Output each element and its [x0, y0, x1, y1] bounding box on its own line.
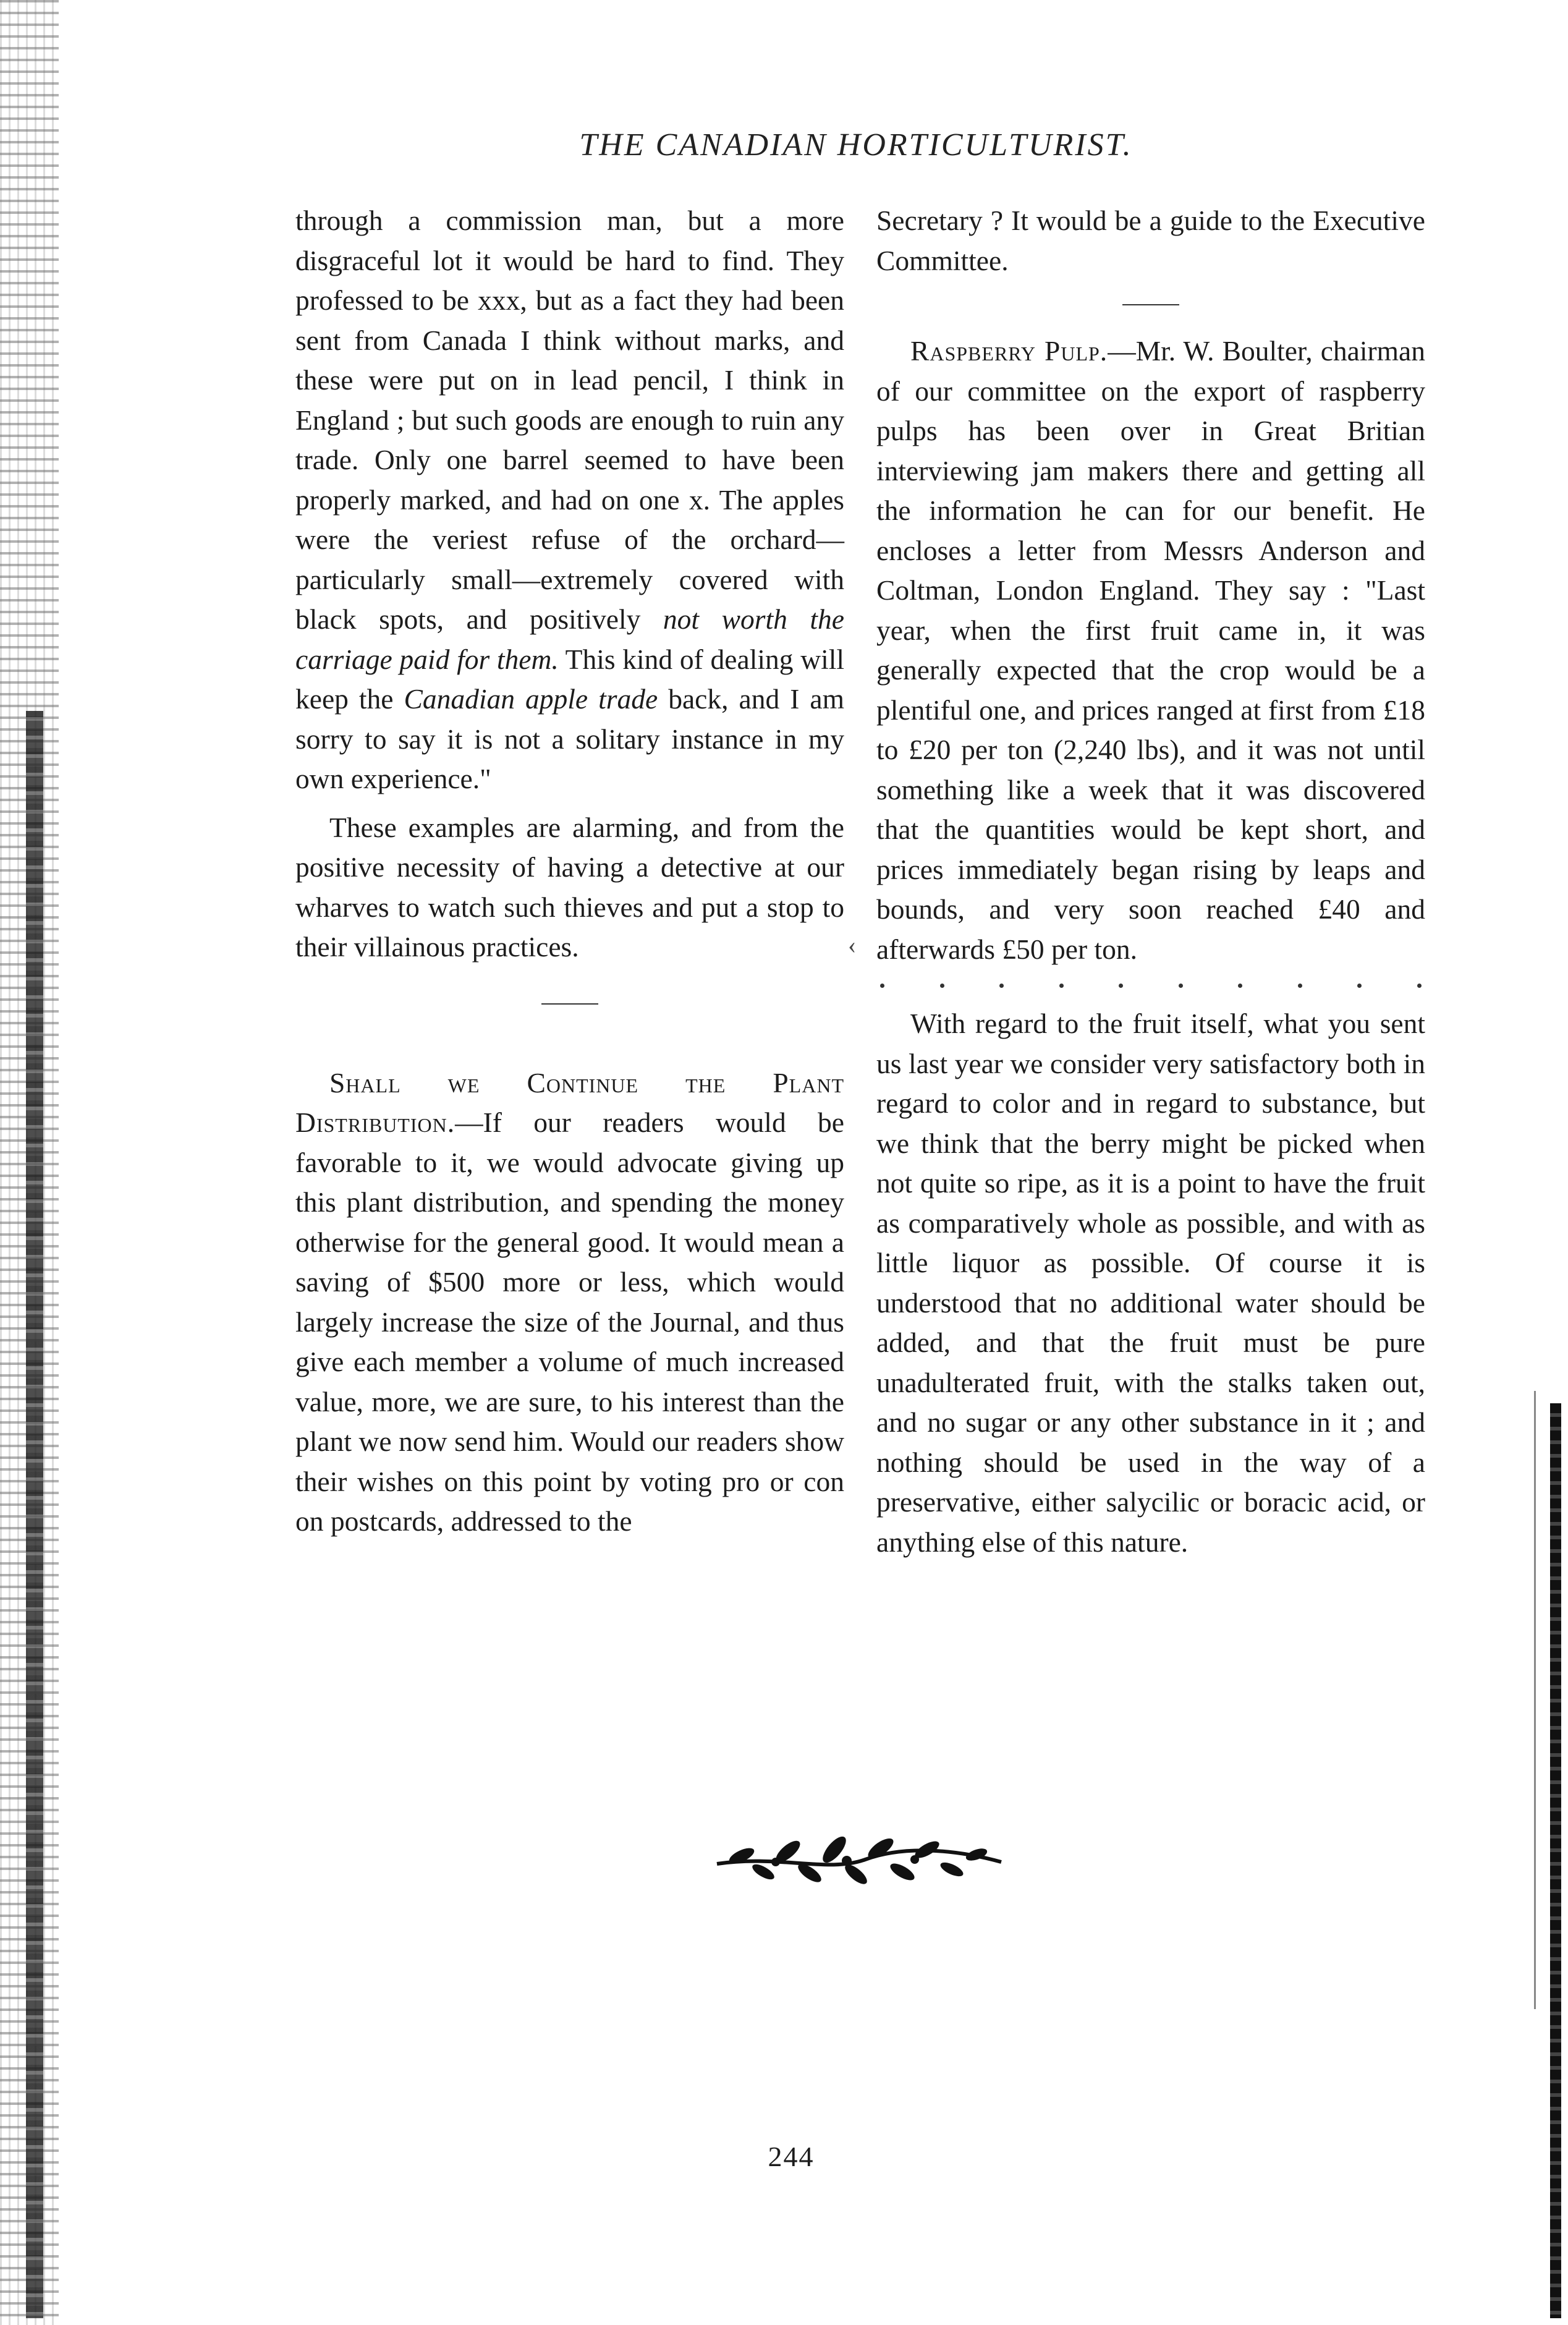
scan-page-edge [1550, 1403, 1561, 2318]
left-p1-text: through a commission man, but a more disgraceful lot it would be hard to find. They professed to be xxx, but as a fact they had been sent from Canada I think without marks, and these were put on in lead pencil, I think in England ; but such goods are enough to ruin any trade. Only one barrel seemed to have been properly marked, and had on one x. The apples were the veriest refuse of the orchard—particularly small—extremely covered with black spots, and positively [295, 205, 844, 635]
raspberry-pulp-heading: Raspberry Pulp. [910, 335, 1108, 367]
section-rule [541, 1003, 598, 1005]
left-paragraph-1 [295, 201, 844, 799]
plant-distribution-heading: Shall we Continue the Plant Distribution. [295, 1066, 844, 1138]
right-paragraph-1: Secretary ? It would be a guide to the Executive Committee. [876, 205, 1425, 276]
right-paragraph-3: With regard to the fruit itself, what you sent us last year we consider very satisfactory both in regard to color and in regard to substance, but we think that the berry might be picked when not quite so ripe, as it is a point to have the fruit as comparatively whole as possible, and with as little liquor as possible. Of course it is understood that no additional water should be added, and that the fruit must be pure unadulterated fruit, with the stalks taken out, and no sugar or any other substance in it ; and nothing should be used in the way of a preservative, either salycilic or boracic acid, or anything else of this nature. [876, 1008, 1425, 1558]
left-p1-end: back, and I am sorry to say it is not a solitary instance in my own experience." [295, 683, 844, 794]
left-paragraph-3 [295, 1063, 844, 1542]
scan-page-edge-line [1534, 1391, 1536, 2009]
left-paragraph-2: These examples are alarming, and from the positive necessity of having a detective at our wharves to watch such thieves and put a stop to their villainous practices. [295, 811, 844, 963]
page-number: 244 [768, 2141, 815, 2172]
right-column [876, 201, 1425, 1562]
section-rule [1122, 304, 1179, 305]
left-p3-text: —If our readers would be favorable to it, we would advocate giving up this plant distribution, and spending the money otherwise for the general good. It would mean a saving of $500 more or less, which would largely increase the size of the Journal, and thus give each member a volume of much increased value, more, we are sure, to his interest than the plant we now send him. Would our readers show their wishes on this point by voting pro or con on postcards, addressed to the [295, 1107, 844, 1537]
right-p2-text: —Mr. W. Boulter, chairman of our committee on the export of raspberry pulps has been over in Great Britian interviewing jam makers there and getting all the information he can for our benefit. He encloses a letter from Messrs Anderson and Coltman, London England. They say : "Last year, when the first fruit came in, it was generally expected that the crop would be a plentiful one, and prices ranged at first from £18 to £20 per ton (2,240 lbs), and it was not until something like a week that it was discovered that the quantities would be kept short, and prices immediately began rising by leaps and bounds, and very soon reached £40 and afterwards £50 per ton. [876, 335, 1425, 965]
right-paragraph-2 [876, 331, 1425, 969]
left-column [295, 201, 844, 1542]
running-head: THE CANADIAN HORTICULTURIST. [579, 127, 1133, 163]
scan-binding-shadow [26, 711, 43, 2318]
left-p1-italic-2: Canadian apple trade [404, 683, 658, 715]
ellipsis-row [876, 973, 1425, 998]
left-p1-mid: This kind of dealing will keep the [295, 643, 844, 715]
leaf-vine-ornament-icon [705, 1830, 1014, 1892]
left-p1-italic: not worth the carriage paid for them. [295, 603, 844, 675]
margin-mark: ‹ [848, 931, 857, 959]
